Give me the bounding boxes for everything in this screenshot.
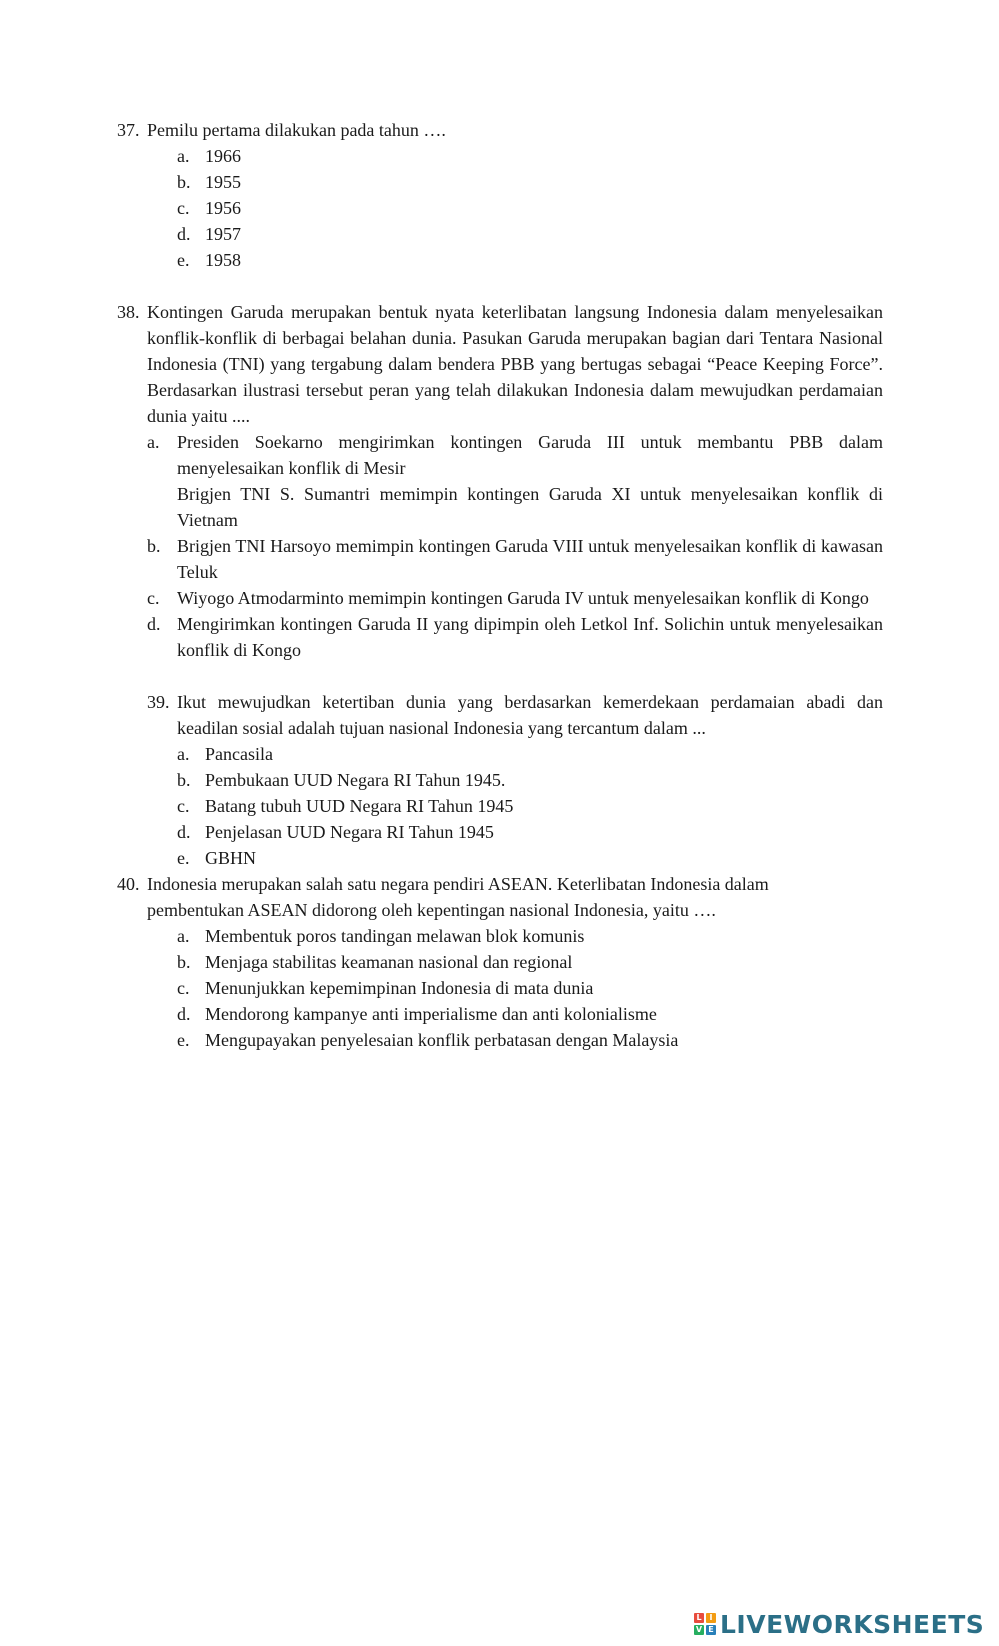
question-number: 38.: [117, 302, 140, 322]
option-text: Penjelasan UUD Negara RI Tahun 1945: [205, 822, 494, 842]
option-d[interactable]: [177, 1001, 883, 1027]
option-text: Mengirimkan kontingen Garuda II yang dipimpin oleh Letkol Inf. Solichin untuk menyelesaikan konflik di Kongo: [177, 614, 883, 660]
option-a[interactable]: [147, 429, 883, 481]
option-text: 1955: [205, 172, 241, 192]
option-text: Batang tubuh UUD Negara RI Tahun 1945: [205, 796, 514, 816]
question-text: Ikut mewujudkan ketertiban dunia yang berdasarkan kemerdekaan perdamaian abadi dan keadilan sosial adalah tujuan nasional Indonesia yang tercantum dalam ...: [177, 692, 883, 738]
option-letter: b.: [147, 536, 161, 556]
question-39: [0, 689, 999, 741]
question-text: Kontingen Garuda merupakan bentuk nyata keterlibatan langsung Indonesia dalam menyelesaikan konflik-konflik di berbagai belahan dunia. Pasukan Garuda merupakan bagian dari Tentara Nasional Indonesia (TNI) yang tergabung dalam bendera PBB yang bertugas sebagai “Peace Keeping Force”. Berdasarkan ilustrasi tersebut peran yang telah dilakukan Indonesia dalam mewujudkan perdamaian dunia yaitu ....: [147, 302, 883, 426]
option-letter: d.: [177, 224, 191, 244]
option-letter: b.: [177, 952, 191, 972]
liveworksheets-logo-icon: [694, 1613, 716, 1635]
question-number: 37.: [117, 120, 140, 140]
logo-mark-cell: L: [694, 1613, 704, 1623]
option-text: Mengupayakan penyelesaian konflik perbatasan dengan Malaysia: [205, 1030, 679, 1050]
logo-wordmark: LIVEWORKSHEETS: [720, 1609, 985, 1639]
option-text: Brigjen TNI Harsoyo memimpin kontingen Garuda VIII untuk menyelesaikan konflik di kawasan Teluk: [177, 536, 883, 582]
question-number: 40.: [117, 874, 140, 894]
option-c[interactable]: [177, 195, 883, 221]
question-40: [0, 871, 999, 923]
option-letter: d.: [177, 1004, 191, 1024]
option-b[interactable]: [177, 949, 883, 975]
option-text: 1957: [205, 224, 241, 244]
option-a[interactable]: [177, 143, 883, 169]
option-a[interactable]: [177, 923, 883, 949]
option-text: Menjaga stabilitas keamanan nasional dan regional: [205, 952, 573, 972]
question-38: [0, 299, 999, 429]
option-letter: b.: [177, 172, 191, 192]
option-text: Menunjukkan kepemimpinan Indonesia di mata dunia: [205, 978, 594, 998]
option-text: GBHN: [205, 848, 257, 868]
option-letter: c.: [177, 796, 190, 816]
option-text: Pancasila: [205, 744, 273, 764]
option-c[interactable]: [177, 793, 883, 819]
options-list-38: [147, 429, 883, 663]
option-text: Membentuk poros tandingan melawan blok komunis: [205, 926, 585, 946]
option-e[interactable]: [177, 845, 883, 871]
option-text: Presiden Soekarno mengirimkan kontingen Garuda III untuk membantu PBB dalam menyelesaikan konflik di Mesir: [177, 432, 883, 478]
option-letter: d.: [177, 822, 191, 842]
option-text: 1966: [205, 146, 241, 166]
option-letter: e.: [177, 848, 190, 868]
option-b[interactable]: [177, 169, 883, 195]
option-letter: c.: [147, 588, 160, 608]
options-list-39: [177, 741, 883, 871]
logo-mark-cell: E: [706, 1625, 716, 1635]
option-letter: d.: [147, 614, 161, 634]
option-text: Pembukaan UUD Negara RI Tahun 1945.: [205, 770, 506, 790]
options-list-37: [177, 143, 883, 273]
option-text: 1956: [205, 198, 241, 218]
question-text: Indonesia merupakan salah satu negara pendiri ASEAN. Keterlibatan Indonesia dalam pembentukan ASEAN didorong oleh kepentingan nasional Indonesia, yaitu ….: [147, 874, 769, 920]
option-letter: c.: [177, 978, 190, 998]
option-letter: b.: [177, 770, 191, 790]
option-d[interactable]: [147, 611, 883, 663]
logo-mark-cell: V: [695, 1625, 703, 1634]
option-unlabeled[interactable]: [147, 481, 883, 533]
question-text: Pemilu pertama dilakukan pada tahun ….: [147, 120, 446, 140]
option-text: Wiyogo Atmodarminto memimpin kontingen Garuda IV untuk menyelesaikan konflik di Kongo: [177, 588, 869, 608]
option-letter: a.: [177, 926, 190, 946]
option-letter: a.: [177, 146, 190, 166]
liveworksheets-logo: [694, 1609, 984, 1639]
option-letter: c.: [177, 198, 190, 218]
option-b[interactable]: [147, 533, 883, 585]
logo-mark-cell: I: [706, 1613, 716, 1623]
option-e[interactable]: [177, 1027, 883, 1053]
option-d[interactable]: [177, 819, 883, 845]
option-c[interactable]: [177, 975, 883, 1001]
option-letter: a.: [147, 432, 160, 452]
option-text: 1958: [205, 250, 241, 270]
option-text: Brigjen TNI S. Sumantri memimpin kontingen Garuda XI untuk menyelesaikan konflik di Vietnam: [177, 484, 883, 530]
option-letter: e.: [177, 1030, 190, 1050]
question-number: 39.: [147, 692, 170, 712]
option-b[interactable]: [177, 767, 883, 793]
option-e[interactable]: [177, 247, 883, 273]
option-c[interactable]: [147, 585, 883, 611]
options-list-40: [177, 923, 883, 1053]
option-d[interactable]: [177, 221, 883, 247]
question-37: [0, 117, 999, 143]
option-text: Mendorong kampanye anti imperialisme dan anti kolonialisme: [205, 1004, 657, 1024]
option-a[interactable]: [177, 741, 883, 767]
option-letter: e.: [177, 250, 190, 270]
option-letter: a.: [177, 744, 190, 764]
